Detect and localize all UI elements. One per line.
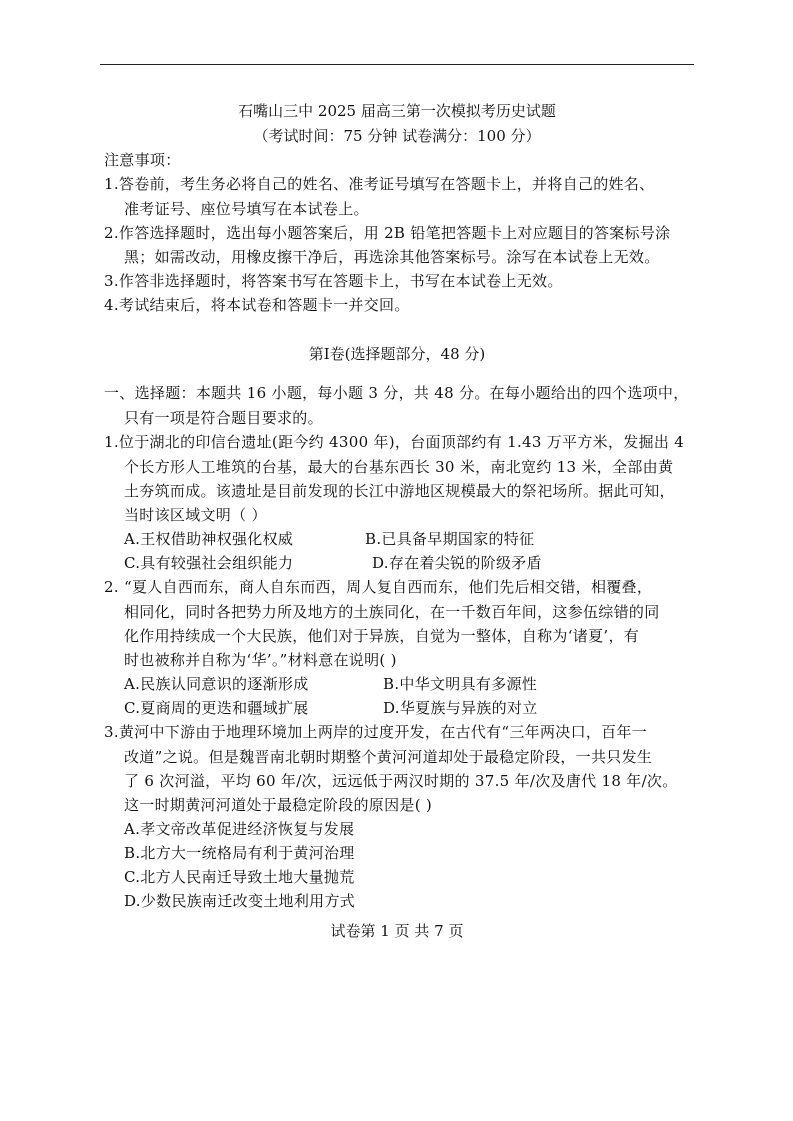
question-3-stem: 了 6 次河溢，平均 60 年/次，远远低于两汉时期的 37.5 年/次及唐代 18 年/次。 (124, 772, 678, 790)
question-1-stem: 1.位于湖北的印信台遗址(距今约 4300 年)，台面顶部约有 1.43 万平方米，发掘出 4 (104, 433, 685, 451)
question-2-stem: 相同化，同时各把势力所及地方的土族同化，在一千数百年间，这参伍综错的同 (124, 603, 660, 621)
page-footer: 试卷第 1 页 共 7 页 (330, 922, 464, 940)
question-2-stem: 2. “夏人自西而东，商人自东而西，周人复自西而东，他们先后相交错，相覆叠， (104, 578, 653, 596)
note-line: 准考证号、座位号填写在本试卷上。 (124, 200, 369, 218)
question-1-stem: 土夯筑而成。该遗址是目前发现的长江中游地区规模最大的祭祀场所。据此可知， (124, 482, 675, 500)
question-3-stem: 改道”之说。但是魏晋南北朝时期整个黄河河道却处于最稳定阶段，一共只发生 (124, 748, 653, 766)
note-line: 黑；如需改动，用橡皮擦干净后，再选涂其他答案标号。涂写在本试卷上无效。 (124, 248, 660, 266)
question-1-option-d: D.存在着尖锐的阶级矛盾 (372, 554, 542, 572)
exam-subtitle: （考试时间：75 分钟 试卷满分：100 分） (253, 127, 541, 145)
question-3-option-b: B.北方大一统格局有利于黄河治理 (124, 844, 355, 862)
question-1-option-c: C.具有较强社会组织能力 (124, 554, 294, 572)
question-3-option-c: C.北方人民南迁导致土地大量抛荒 (124, 868, 355, 886)
section-title: 第Ⅰ卷(选择题部分，48 分) (308, 345, 486, 363)
question-3-option-a: A.孝文帝改革促进经济恢复与发展 (124, 820, 355, 838)
question-2-option-b: B.中华文明具有多源性 (383, 675, 538, 693)
question-2-stem: 化作用持续成一个大民族，他们对于异族，自觉为一整体，自称为‘诸夏’，有 (124, 627, 640, 645)
note-line: 2.作答选择题时，选出每小题答案后，用 2B 铅笔把答题卡上对应题目的答案标号涂 (104, 224, 671, 242)
question-3-stem: 这一时期黄河河道处于最稳定阶段的原因是( ) (124, 796, 433, 814)
question-1-option-a: A.王权借助神权强化权威 (124, 530, 294, 548)
question-3-stem: 3.黄河中下游由于地理环境加上两岸的过度开发，在古代有“三年两决口，百年一 (104, 723, 648, 741)
question-3-option-d: D.少数民族南迁改变土地利用方式 (124, 892, 356, 910)
question-1-option-b: B.已具备早期国家的特征 (365, 530, 535, 548)
question-1-stem: 个长方形人工堆筑的台基，最大的台基东西长 30 米，南北宽约 13 米，全部由黄 (124, 458, 674, 476)
note-line: 1.答卷前，考生务必将自己的姓名、准考证号填写在答题卡上，并将自己的姓名、 (104, 175, 655, 193)
question-1-stem: 当时该区域文明（ ） (124, 506, 267, 524)
note-line: 3.作答非选择题时，将答案书写在答题卡上，书写在本试卷上无效。 (104, 272, 563, 290)
notes-heading: 注意事项： (104, 151, 181, 169)
question-2-option-d: D.华夏族与异族的对立 (383, 699, 538, 717)
section-intro: 一、选择题：本题共 16 小题，每小题 3 分，共 48 分。在每小题给出的四个选项中， (104, 384, 689, 402)
question-2-option-a: A.民族认同意识的逐渐形成 (124, 675, 309, 693)
exam-title: 石嘴山三中 2025 届高三第一次模拟考历史试题 (238, 102, 556, 120)
question-2-option-c: C.夏商周的更迭和疆域扩展 (124, 699, 309, 717)
header-rule (100, 64, 694, 65)
question-2-stem: 时也被称并自称为‘华’。”材料意在说明( ) (124, 651, 397, 669)
note-line: 4.考试结束后，将本试卷和答题卡一并交回。 (104, 296, 410, 314)
section-intro: 只有一项是符合题目要求的。 (124, 409, 323, 427)
